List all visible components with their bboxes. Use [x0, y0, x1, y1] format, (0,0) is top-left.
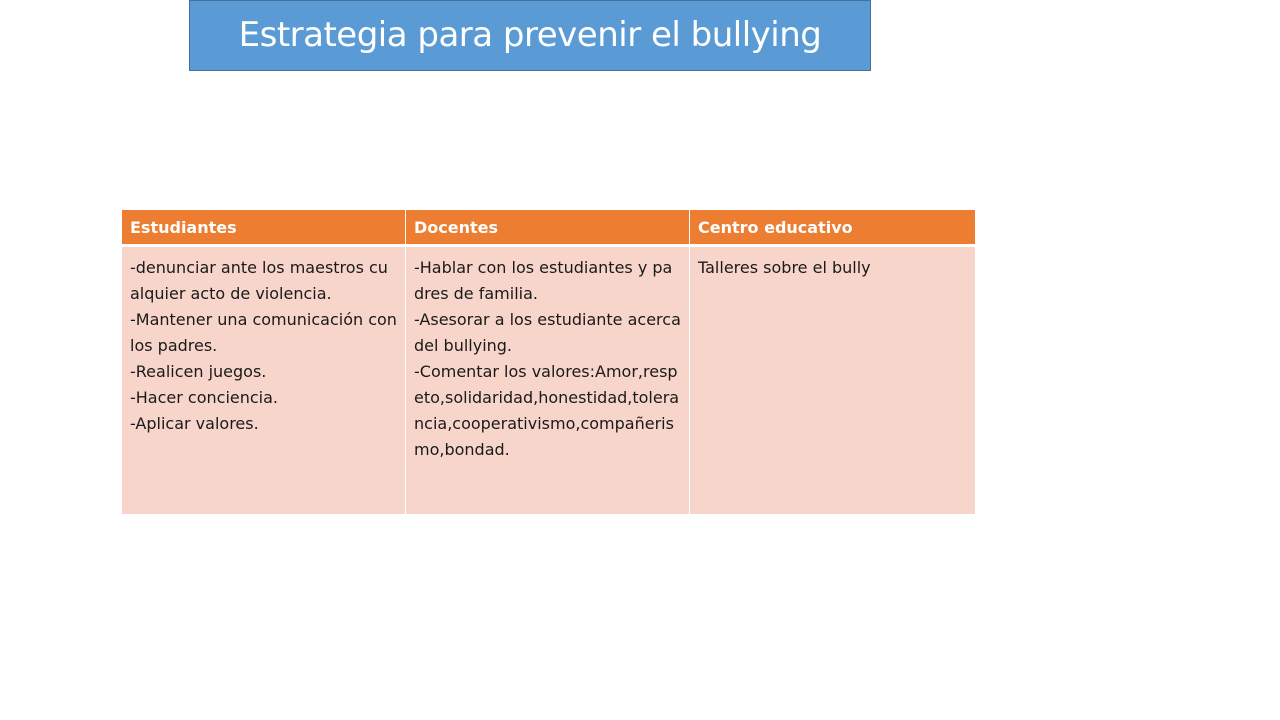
list-item: -Comentar los valores:Amor,respeto,solidaridad,honestidad,tolerancia,cooperativismo,compañerismo,bondad.	[414, 362, 680, 459]
strategy-table	[122, 210, 975, 514]
list-item: -Aplicar valores.	[130, 414, 259, 433]
cell-centro-educativo	[690, 247, 975, 514]
cell-estudiantes	[122, 247, 406, 514]
table-header-row	[122, 210, 975, 247]
list-item: -Hablar con los estudiantes y padres de familia.	[414, 258, 673, 303]
list-item: -Realicen juegos.	[130, 362, 267, 381]
list-item: Talleres sobre el bully	[698, 258, 871, 277]
title-banner	[189, 0, 871, 71]
list-item: -denunciar ante los maestros cualquier acto de violencia.	[130, 258, 388, 303]
list-item: -Mantener una comunicación con los padres.	[130, 310, 397, 355]
header-centro-educativo: Centro educativo	[690, 210, 975, 247]
list-item: -Hacer conciencia.	[130, 388, 278, 407]
header-estudiantes: Estudiantes	[122, 210, 406, 247]
list-item: -Asesorar a los estudiante acerca del bullying.	[414, 310, 681, 355]
table-row	[122, 247, 975, 514]
slide-title: Estrategia para prevenir el bullying	[238, 14, 822, 55]
cell-docentes	[406, 247, 690, 514]
header-docentes: Docentes	[406, 210, 690, 247]
